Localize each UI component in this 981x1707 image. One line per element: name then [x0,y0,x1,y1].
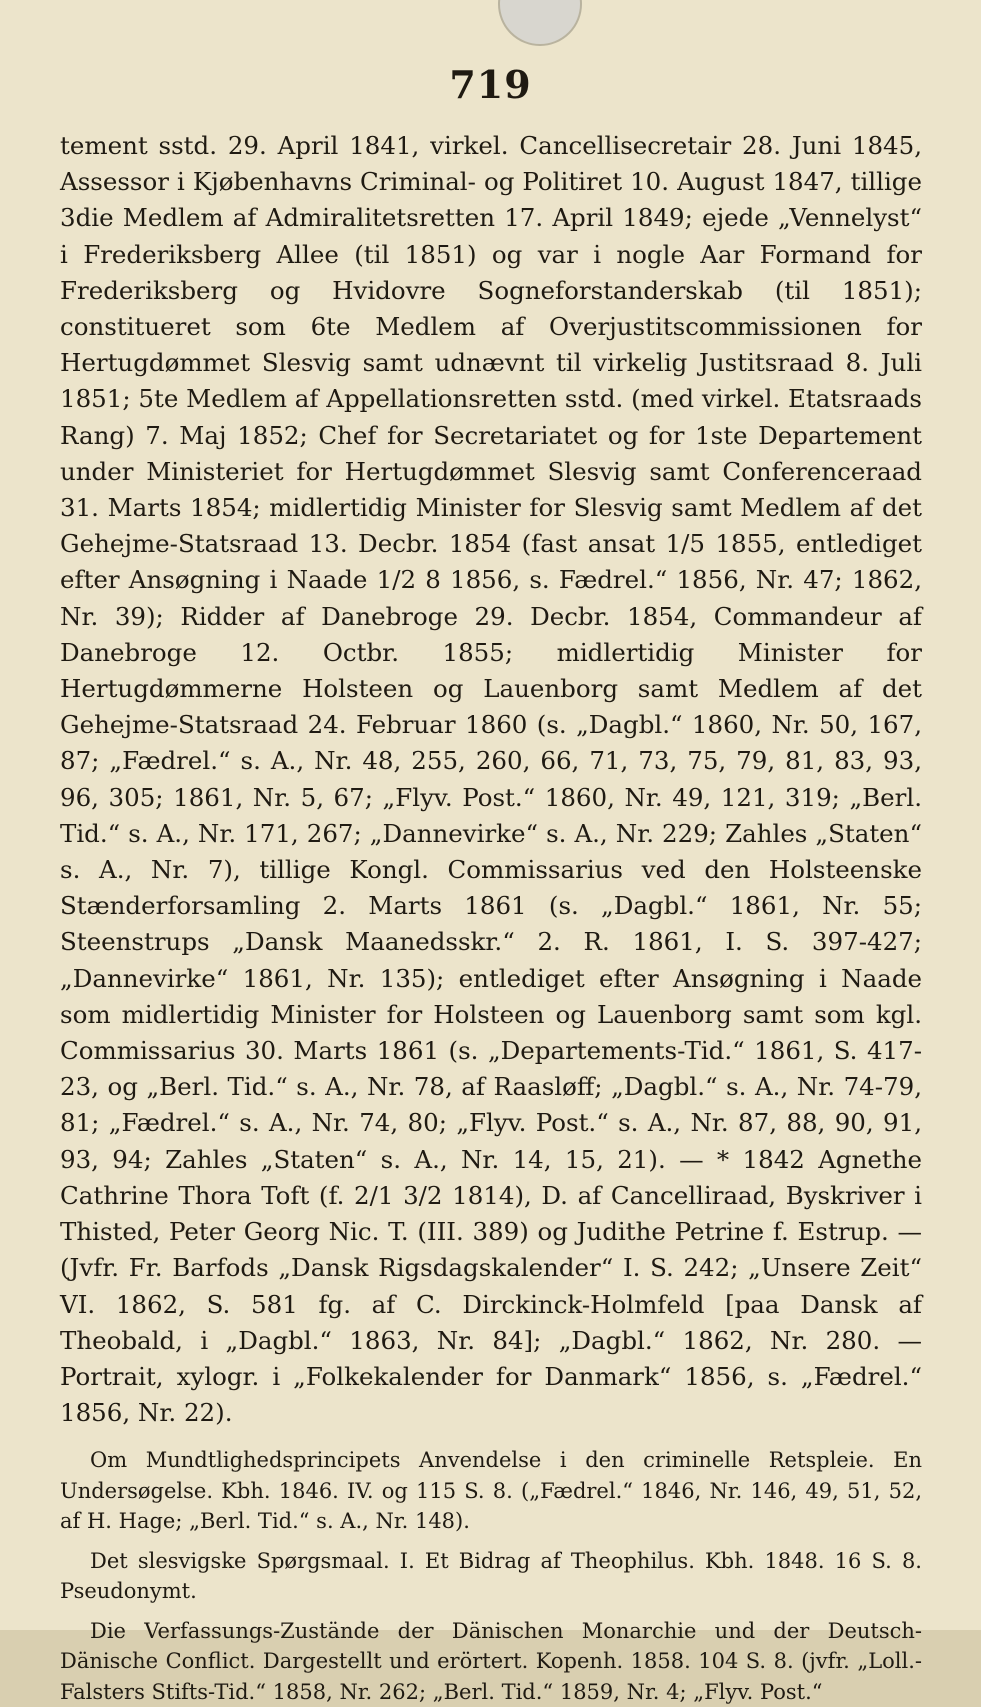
page-number: 719 [449,62,532,107]
biography-paragraph: tement sstd. 29. April 1841, virkel. Cancellisecretair 28. Juni 1845, Assessor i Kjøbenhavns Criminal- og Politiret 10. August 1847, tillige 3die Medlem af Admiralitetsretten 17. April 1849; ejede „Vennelyst“ i Frederiksberg Allee (til 1851) og var i nogle Aar Formand for Frederiksberg og Hvidovre Sogneforstanderskab (til 1851); constitueret som 6te Medlem af Overjustitscommissionen for Hertugdømmet Slesvig samt udnævnt til virkelig Justitsraad 8. Juli 1851; 5te Medlem af Appellationsretten sstd. (med virkel. Etatsraads Rang) 7. Maj 1852; Chef for Secretariatet og for 1ste Departement under Ministeriet for Hertugdømmet Slesvig samt Conferenceraad 31. Marts 1854; midlertidig Minister for Slesvig samt Medlem af det Gehejme-Statsraad 13. Decbr. 1854 (fast ansat 1/5 1855, entlediget efter Ansøgning i Naade 1/2 8 1856, s. Fædrel.“ 1856, Nr. 47; 1862, Nr. 39); Ridder af Danebroge 29. Decbr. 1854, Commandeur af Danebroge 12. Octbr. 1855; midlertidig Minister for Hertugdømmerne Holsteen og Lauenborg samt Medlem af det Gehejme-Statsraad 24. Februar 1860 (s. „Dagbl.“ 1860, Nr. 50, 167, 87; „Fædrel.“ s. A., Nr. 48, 255, 260, 66, 71, 73, 75, 79, 81, 83, 93, 96, 305; 1861, Nr. 5, 67; „Flyv. Post.“ 1860, Nr. 49, 121, 319; „Berl. Tid.“ s. A., Nr. 171, 267; „Dannevirke“ s. A., Nr. 229; Zahles „Staten“ s. A., Nr. 7), tillige Kongl. Commissarius ved den Holsteenske Stænderforsamling 2. Marts 1861 (s. „Dagbl.“ 1861, Nr. 55; Steenstrups „Dansk Maanedsskr.“ 2. R. 1861, I. S. 397-427; „Dannevirke“ 1861, Nr. 135); entlediget efter Ansøgning i Naade som midlertidig Minister for Holsteen og Lauenborg samt som kgl. Commissarius 30. Marts 1861 (s. „Departements-Tid.“ 1861, S. 417-23, og „Berl. Tid.“ s. A., Nr. 78, af Raasløff; „Dagbl.“ s. A., Nr. 74-79, 81; „Fædrel.“ s. A., Nr. 74, 80; „Flyv. Post.“ s. A., Nr. 87, 88, 90, 91, 93, 94; Zahles „Staten“ s. A., Nr. 14, 15, 21). — * 1842 Agnethe Cathrine Thora Toft (f. 2/1 3/2 1814), D. af Cancelliraad, Byskriver i Thisted, Peter Georg Nic. T. (III. 389) og Judithe Petrine f. Estrup. — (Jvfr. Fr. Barfods „Dansk Rigsdagskalender“ I. S. 242; „Unsere Zeit“ VI. 1862, S. 581 fg. af C. Dirckinck-Holmfeld [paa Dansk af Theobald, i „Dagbl.“ 1863, Nr. 84]; „Dagbl.“ 1862, Nr. 280. — Portrait, xylogr. i „Folkekalender for Danmark“ 1856, s. „Fædrel.“ 1856, Nr. 22). [60,131,922,1428]
binding-hole [498,0,582,46]
work-entry-3: Die Verfassungs-Zustände der Dänischen Monarchie und der Deutsch-Dänische Conflict. Dargestellt und erörtert. Kopenh. 1858. 104 S. 8. (jvfr. „Loll.-Falsters Stifts-Tid.“ 1858, Nr. 262; „Berl. Tid.“ 1859, Nr. 4; „Flyv. Post.“ [60,1618,922,1704]
work-entry-2: Det slesvigske Spørgsmaal. I. Et Bidrag af Theophilus. Kbh. 1848. 16 S. 8. Pseudonymt. [60,1548,922,1604]
work-entry-1: Om Mundtlighedsprincipets Anvendelse i den criminelle Retspleie. En Undersøgelse. Kbh. 1846. IV. og 115 S. 8. („Fædrel.“ 1846, Nr. 146, 49, 51, 52, af H. Hage; „Berl. Tid.“ s. A., Nr. 148). [60,1448,922,1534]
page-body [60,128,922,1707]
